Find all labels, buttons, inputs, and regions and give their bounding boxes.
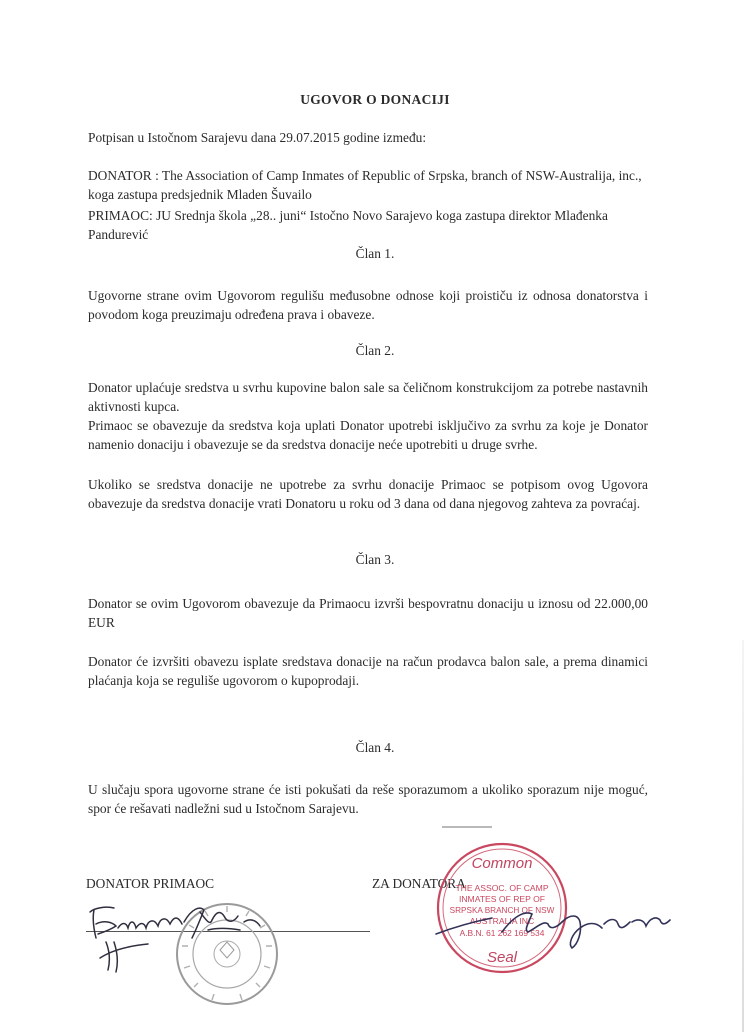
donator-paragraph: DONATOR : The Association of Camp Inmates of Republic of Srpska, branch of NSW-Australija, inc., koga zastupa predsjednik Mladen Šuvailo [88,168,642,202]
left-signature-label: DONATOR PRIMAOC [86,876,215,891]
right-signature-label: ZA DONATORA [372,876,466,891]
donator-signature-icon [88,898,278,976]
intro-line: Potpisan u Istočnom Sarajevu dana 29.07.2015 godine između: [88,130,427,145]
article-3-paragraph-2: Donator će izvršiti obavezu isplate sredstava donacije na račun prodavca balon sale, a prema dinamici plaćanja koja se reguliše ugovorom o kupoprodaji. [88,654,648,688]
article-2-heading: Član 2. [355,343,395,358]
article-3-paragraph-1: Donator se ovim Ugovorom obavezuje da Primaocu izvrši bespovratnu donaciju u iznosu od 22.000,00 EUR [88,596,648,630]
article-1-paragraph: Ugovorne strane ovim Ugovorom regulišu međusobne odnose koji proističu iz odnosa donatorstva i povodom koga preuzimaju određena prava i obaveze. [88,288,648,322]
article-3-heading: Član 3. [355,552,395,567]
seal-line-4: AUSTRALIA INC [469,916,535,926]
document-title: UGOVOR O DONACIJI [300,92,450,107]
article-2-paragraph-2: Primaoc se obavezuje da sredstva koja uplati Donator upotrebi isključivo za svrhu za koje je Donator namenio donaciju i obavezuje se da sredstva donacije neće upotrebiti u druge svrhe. [88,418,648,452]
article-2-paragraph-1: Donator uplaćuje sredstva u svrhu kupovine balon sale sa čeličnom konstrukcijom za potrebe nastavnih aktivnosti kupca. [88,380,648,414]
seal-bottom-text: Seal [486,949,518,966]
seal-line-2: INMATES OF REP OF [458,894,546,904]
article-4-heading: Član 4. [355,740,395,755]
article-2-paragraph-3: Ukoliko se sredstva donacije ne upotrebe za svrhu donacije Primaoc se potpisom ovog Ugovora obavezuje da sredstva donacije vrati Donatoru u roku od 3 dana od dana njegovog zahteva za povraćaj. [88,477,648,511]
scan-edge [742,640,744,1032]
seal-line-5: A.B.N. 61 262 169 534 [459,928,545,938]
article-1-heading: Član 1. [355,246,395,261]
za-donatora-signature-icon [432,888,672,958]
article-4-paragraph: U slučaju spora ugovorne strane će isti pokušati da reše sporazumom a ukoliko sporazum nije moguć, spor će rešavati nadležni sud u Istočnom Sarajevu. [88,782,648,816]
seal-line-3: SRPSKA BRANCH OF NSW [449,906,555,915]
seal-line-1: THE ASSOC. OF CAMP [455,883,549,893]
seal-top-text: Common [471,855,533,872]
primalac-paragraph: PRIMAOC: JU Srednja škola „28.. juni“ Istočno Novo Sarajevo koga zastupa direktor Mlađenka Pandurević [88,208,608,242]
divider-dash [442,826,492,828]
